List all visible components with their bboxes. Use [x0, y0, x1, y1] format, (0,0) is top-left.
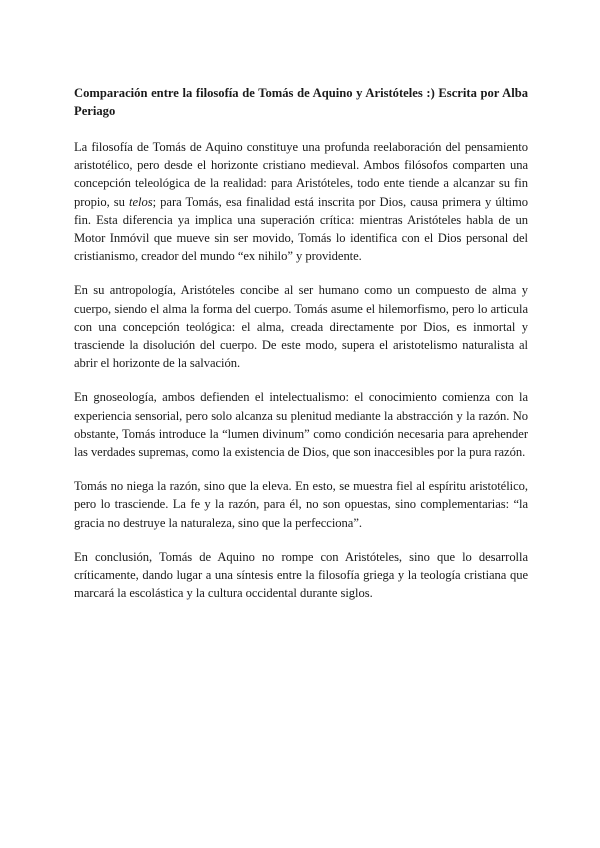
- paragraph-4: Tomás no niega la razón, sino que la eleva. En esto, se muestra fiel al espíritu aristotélico, pero lo trasciende. La fe y la razón, para él, no son opuestas, sino complementarias: “la gracia no destruye la naturaleza, sino que la perfecciona”.: [74, 479, 528, 530]
- paragraph-3: En gnoseología, ambos defienden el intelectualismo: el conocimiento comienza con la experiencia sensorial, pero solo alcanza su plenitud mediante la abstracción y la razón. No obstante, Tomás introduce la “lumen divinum” como condición necesaria para aprehender las verdades supremas, como la existencia de Dios, que son inaccesibles por la pura razón.: [74, 390, 528, 460]
- paragraph-1-text-end: ; para Tomás, esa finalidad está inscrita por Dios, causa primera y último fin. Esta diferencia ya implica una superación crítica: mientras Aristóteles habla de un Motor Inmóvil que mueve sin ser movido, Tomás lo identifica con el Dios personal del cristianismo, creador del mundo “ex nihilo” y providente.: [74, 194, 528, 264]
- paragraph-5: En conclusión, Tomás de Aquino no rompe con Aristóteles, sino que lo desarrolla críticamente, dando lugar a una síntesis entre la filosofía griega y la teología cristiana que marcará la escolástica y la cultura occidental durante siglos.: [74, 549, 528, 601]
- paragraph-1: [74, 138, 528, 265]
- paragraph-2: En su antropología, Aristóteles concibe al ser humano como un compuesto de alma y cuerpo, siendo el alma la forma del cuerpo. Tomás asume el hilemorfismo, pero lo articula con una concepción teológica: el alma, creada directamente por Dios, es inmortal y trasciende la disolución del cuerpo. De este modo, supera el aristotelismo naturalista al abrir el horizonte de la salvación.: [74, 283, 528, 371]
- paragraph-1-text-start: La filosofía de Tomás de Aquino constituye una profunda reelaboración del pensamiento aristotélico, pero desde el horizonte cristiano medieval. Ambos filósofos comparten una concepción teleológica de la realidad: para Aristóteles, todo ente tiende a alcanzar su fin propio, su: [74, 140, 528, 209]
- document-body: [74, 84, 528, 618]
- document-title: Comparación entre la filosofía de Tomás de Aquino y Aristóteles :) Escrita por Alba Periago: [74, 86, 528, 118]
- paragraph-1-italic-term: telos: [129, 194, 153, 209]
